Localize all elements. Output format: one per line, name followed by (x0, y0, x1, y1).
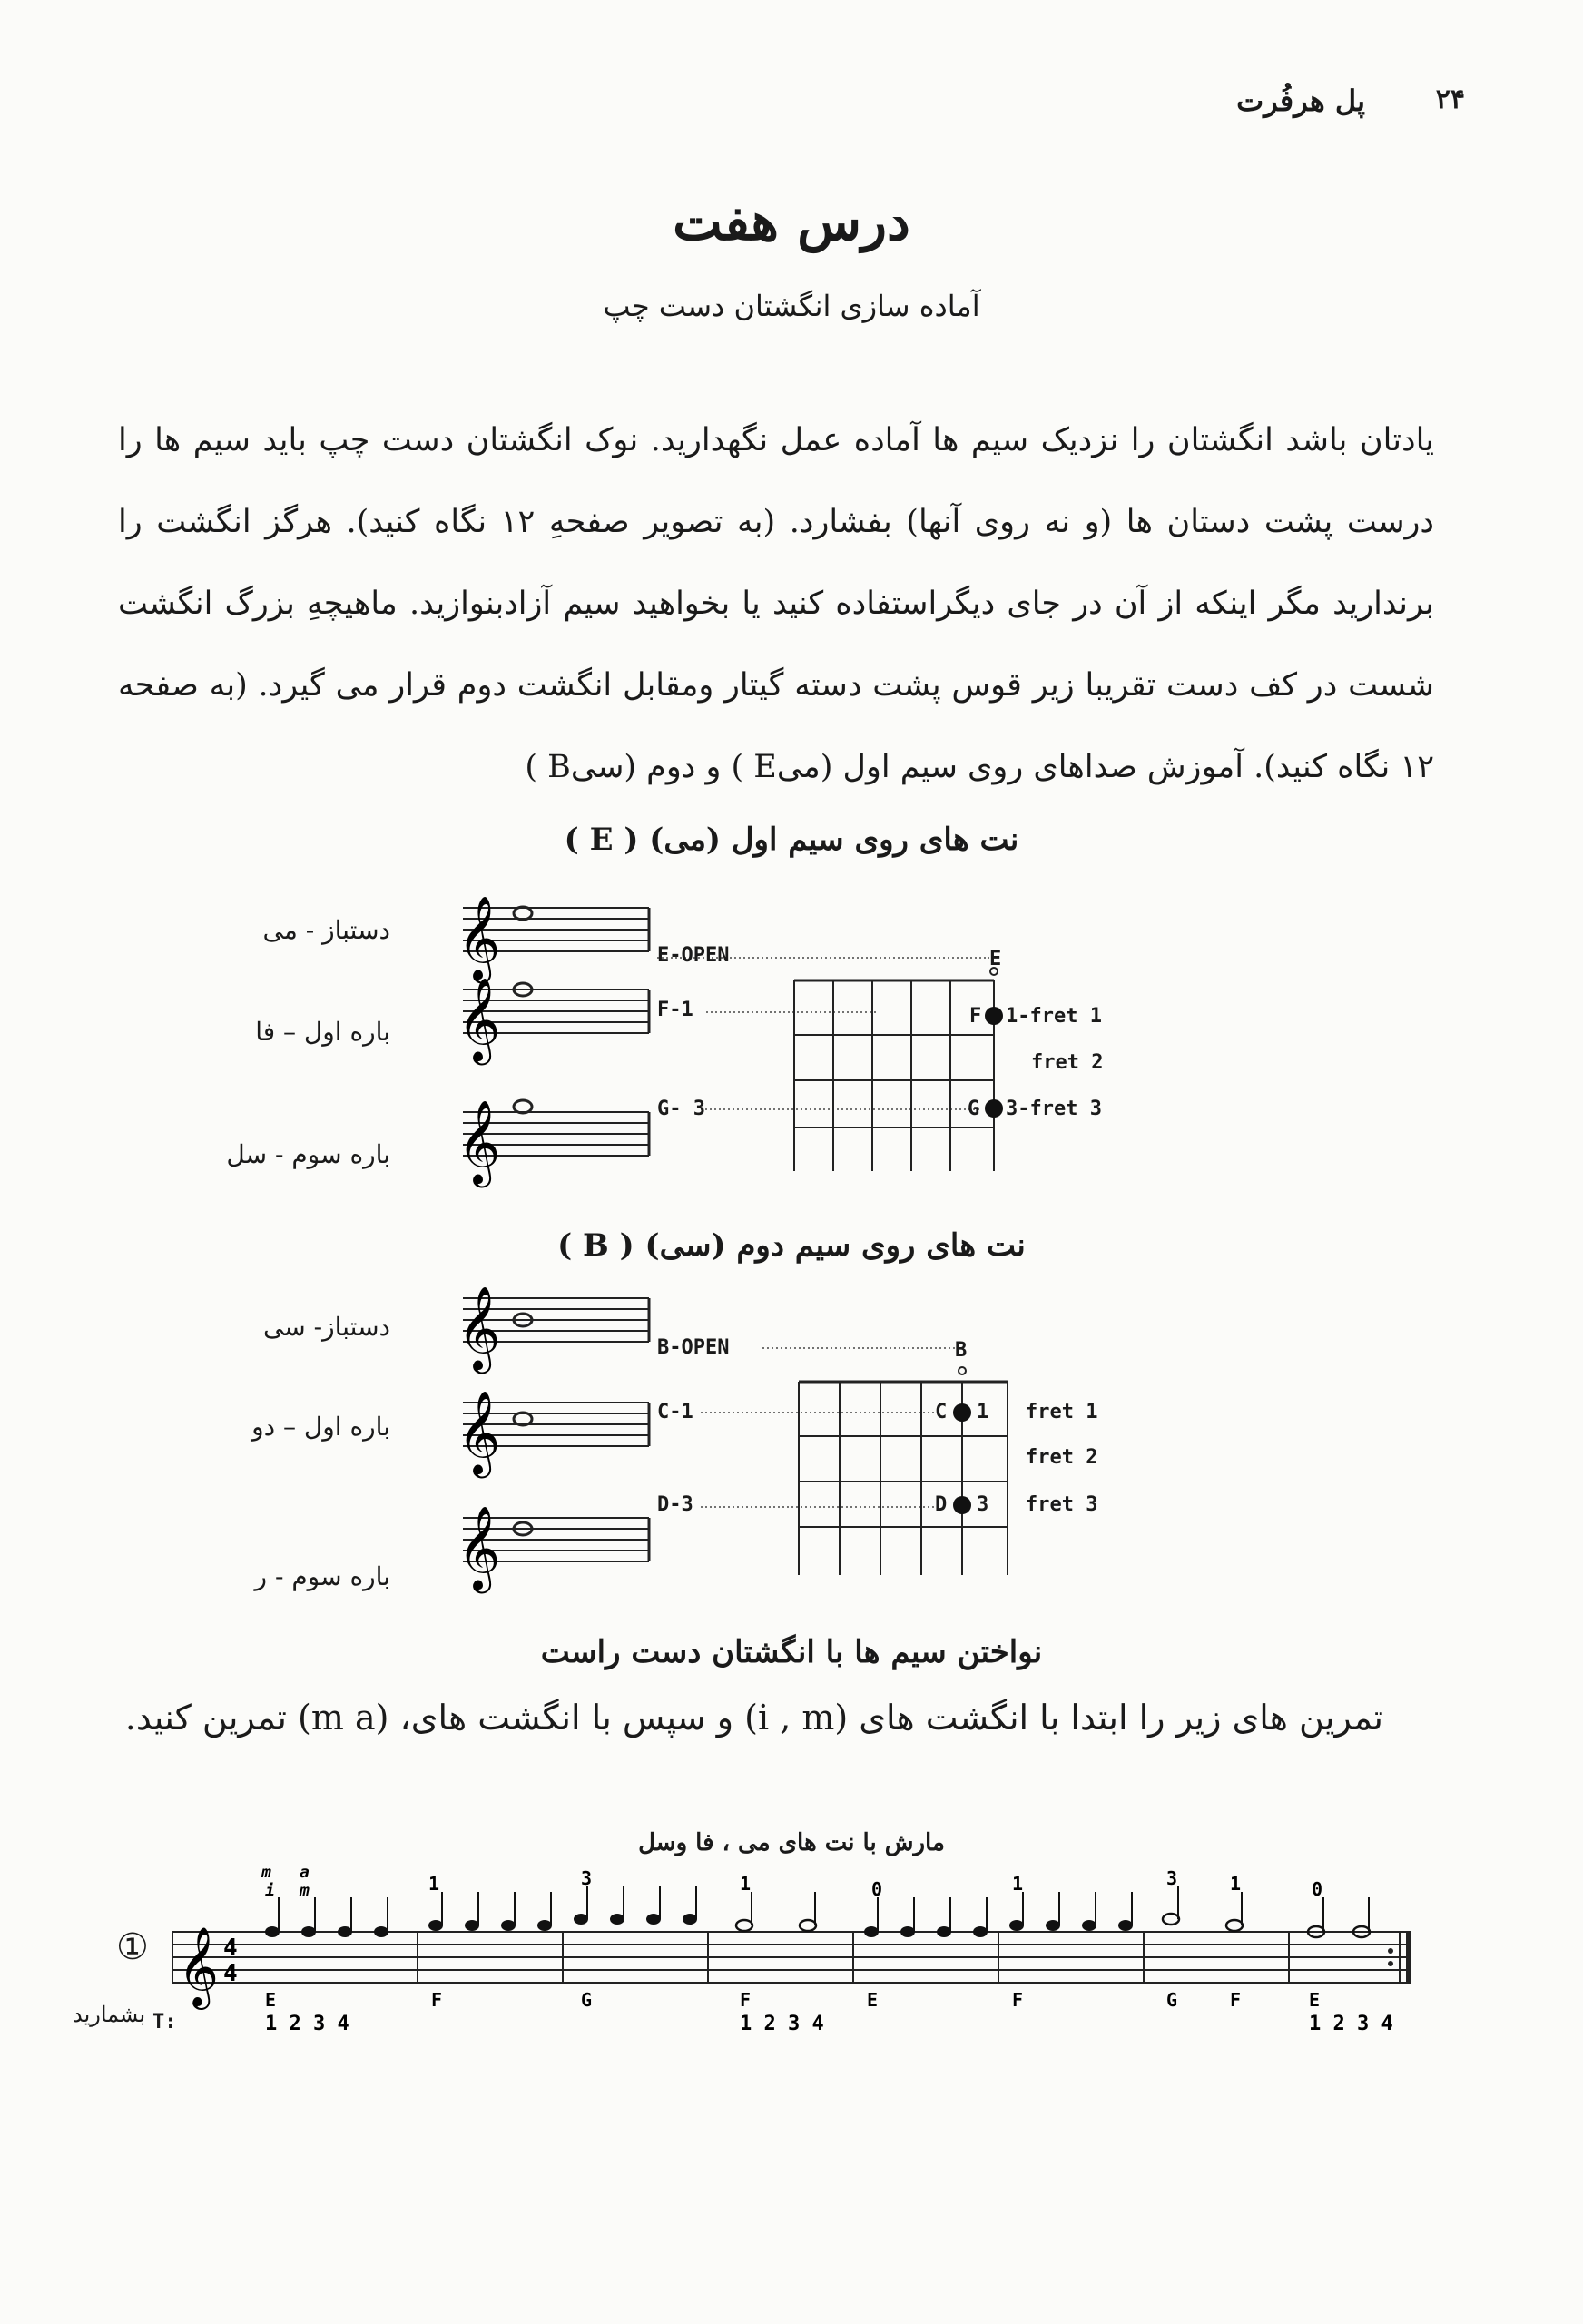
whole-note (514, 1100, 532, 1113)
note-f-1: F-1 (657, 999, 693, 1021)
svg-text:F: F (431, 1989, 443, 2011)
fret-label-b1: fret 1 (1026, 1401, 1098, 1423)
marker-c: C (935, 1401, 948, 1423)
fret-label-b3: fret 3 (1026, 1493, 1098, 1516)
note-names (265, 1989, 1320, 2011)
note-d-3: D-3 (657, 1493, 693, 1516)
svg-text:G: G (581, 1989, 593, 2011)
exercise-heading: نواختن سیم ها با انگشتان دست راست (540, 1634, 1043, 1670)
finger-dot-icon (985, 1007, 1003, 1025)
finger-number: 1 (1230, 1873, 1242, 1895)
svg-text:E: E (1309, 1989, 1321, 2011)
section-b-label-2: باره اول – دو (251, 1412, 390, 1442)
treble-clef-icon: 𝄞 (457, 1390, 501, 1474)
svg-text:a: a (300, 1863, 310, 1882)
measure-3 (574, 1867, 697, 1925)
fret-label-b2: fret 2 (1026, 1446, 1098, 1469)
finger-number: 3 (581, 1867, 593, 1889)
treble-clef-icon: 𝄞 (457, 1505, 501, 1590)
measure-7 (1163, 1867, 1243, 1931)
tab-label: T: (152, 2011, 177, 2034)
finger-number: 3 (1166, 1867, 1178, 1889)
measure-4 (736, 1873, 816, 1931)
lesson-subtitle: آماده سازی انگشتان دست چپ (603, 289, 980, 323)
section-e-label-1: دستباز - می (262, 915, 390, 945)
fret-label-2: fret 2 (1031, 1051, 1104, 1074)
whole-note (514, 1413, 532, 1425)
body-paragraph: یادتان باشد انگشتان را نزدیک سیم ها آماده عمل نگهدارید. نوک انگشتان دست چپ باید سیم ها را درست پشت دستان ها (و نه روی آنها) بفشارد. (به تصویر صفحهِ ۱۲ نگاه کنید). هرگز انگشت را برندارید مگر اینکه از آن در جای دیگراستفاده کنید یا بخواهید سیم آزادبنوازید. ماهیچهِ بزرگ انگشت شست در کف دست تقریبا زیر قوس پشت دسته گیتار ومقابل انگشت دوم قرار می گیرد. (به صفحه ۱۲ نگاه کنید). آموزش صداهای روی سیم اول (میE ) و دوم (سیB ) (118, 422, 1435, 785)
time-signature-bottom: 4 (223, 1960, 238, 1987)
march-title: مارش با نت های می ، فا وسل (638, 1829, 945, 1856)
section-b-label-3: باره سوم - ر (254, 1561, 390, 1591)
page-header (1102, 84, 1465, 129)
measure-8 (1308, 1878, 1370, 1937)
fret-label-3: 3-fret 3 (1006, 1098, 1102, 1120)
svg-text:F: F (1012, 1989, 1024, 2011)
treble-clef-icon: 𝄞 (457, 977, 501, 1061)
finger-dot-icon (953, 1496, 971, 1514)
finger-number: 0 (871, 1878, 883, 1900)
marker-f: F (969, 1005, 982, 1028)
svg-text:1 2 3 4: 1 2 3 4 (265, 2013, 349, 2035)
running-title: پل هرفُرت (1236, 84, 1365, 118)
exercise-number: ① (116, 1926, 149, 1968)
svg-text:F: F (740, 1989, 752, 2011)
note-g-3: G- 3 (657, 1098, 705, 1120)
section-e-label-2: باره اول – فا (255, 1017, 390, 1047)
section-b-heading: نت های روی سیم دوم (سی) ( B ) (557, 1227, 1026, 1264)
measure-1 (261, 1863, 388, 1937)
finger-number: 1 (1012, 1873, 1024, 1895)
time-signature-top: 4 (223, 1935, 238, 1962)
marker-g: G (968, 1098, 980, 1120)
fret-label-1: 1-fret 1 (1006, 1005, 1102, 1028)
whole-note (514, 907, 532, 920)
svg-text:E: E (265, 1989, 277, 2011)
section-e-label-3: باره سوم - سل (226, 1139, 390, 1169)
page-number: ۲۴ (1435, 84, 1465, 115)
svg-text:F: F (1230, 1989, 1242, 2011)
section-e-diagram (445, 890, 1153, 1189)
section-e-heading: نت های روی سیم اول (می) ( E ) (564, 822, 1019, 858)
svg-text:m: m (300, 1881, 310, 1900)
treble-clef-icon: 𝄞 (457, 1285, 501, 1370)
note-b-open: B-OPEN (657, 1336, 730, 1359)
lesson-title: درس هفت (673, 191, 910, 252)
finger-number-c: 1 (977, 1401, 989, 1423)
treble-clef-icon: 𝄞 (457, 1099, 501, 1184)
svg-text:1 2 3 4: 1 2 3 4 (1309, 2013, 1393, 2035)
finger-dot-icon (953, 1403, 971, 1422)
finger-number: 1 (428, 1873, 440, 1895)
marker-e: E (989, 948, 1002, 970)
measure-5 (864, 1878, 988, 1937)
note-e-open: E-OPEN (657, 944, 730, 967)
section-b-diagram (445, 1280, 1153, 1589)
exercise-instruction: تمرین های زیر را ابتدا با انگشت های (i , m) و سپس با انگشت های، (m a) تمرین کنید. (124, 1698, 1383, 1738)
treble-clef-icon: 𝄞 (178, 1925, 219, 2006)
measure-2 (428, 1873, 552, 1931)
finger-number: 0 (1312, 1878, 1323, 1900)
fretboard-e (794, 980, 994, 1171)
svg-text:1 2 3 4: 1 2 3 4 (740, 2013, 824, 2035)
open-string-icon (959, 1367, 966, 1374)
finger-number-d: 3 (977, 1493, 989, 1516)
svg-text:E: E (867, 1989, 879, 2011)
count-numbers (265, 2013, 1393, 2035)
marker-d: D (935, 1493, 948, 1516)
section-b-label-1: دستباز- سی (262, 1312, 390, 1342)
measure-6 (1009, 1873, 1133, 1931)
finger-dot-icon (985, 1099, 1003, 1118)
svg-text:G: G (1166, 1989, 1178, 2011)
svg-text:m: m (261, 1863, 271, 1882)
note-c-1: C-1 (657, 1401, 693, 1423)
svg-text:i: i (265, 1881, 275, 1900)
count-label: بشمارید (73, 2002, 146, 2027)
marker-b: B (955, 1339, 968, 1362)
treble-clef-icon: 𝄞 (457, 895, 501, 980)
finger-number: 1 (740, 1873, 752, 1895)
march-staff (163, 1863, 1434, 2035)
